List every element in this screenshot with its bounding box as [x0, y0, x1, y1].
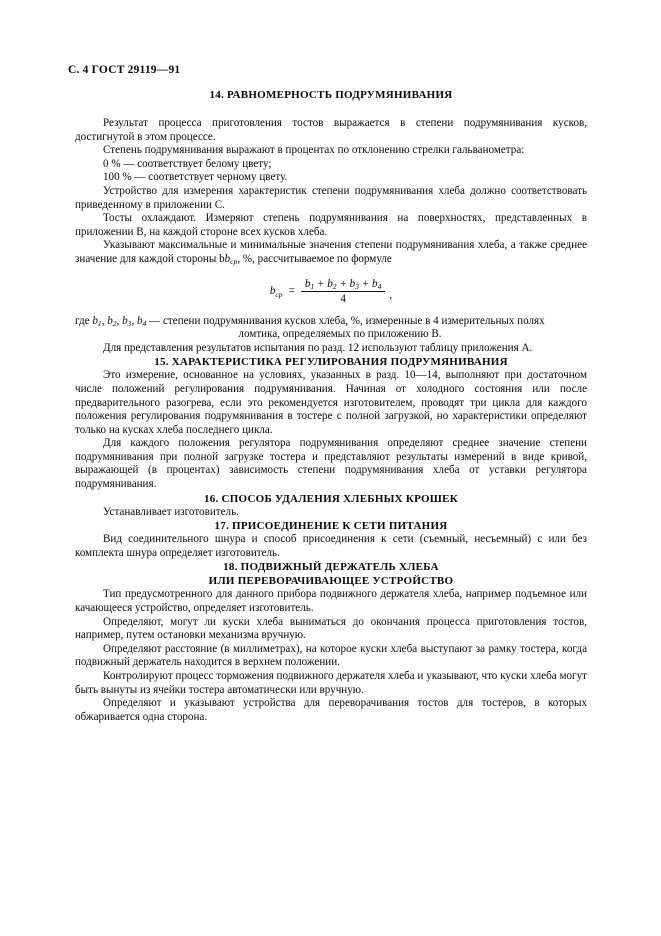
formula-numerator: $b_1 + b_2 + b_3 + b_4$ — [301, 278, 386, 292]
section-15-paragraph-2: Для каждого положения регулятора подрумянивания определяют среднее значение степени подрумянивания при полной загрузке тостера и представляют результаты измерений в виде кривой, выражающей (в процентах) зависимость степени подрумянивания хлеба от уставки регулятора подрумянивания. — [75, 437, 587, 491]
section-14-paragraph-8: Для представления результатов испытания по разд. 12 используют таблицу приложения А. — [103, 341, 533, 354]
formula-fraction — [301, 278, 386, 305]
section-title-16: 16. СПОСОБ УДАЛЕНИЯ ХЛЕБНЫХ КРОШЕК — [204, 492, 458, 505]
where-lead: где — [75, 314, 93, 327]
formula-term-b4-sub: 4 — [377, 282, 382, 292]
where-var-b1: $b_1$ — [92, 314, 102, 329]
section-14-paragraph-6: Тосты охлаждают. Измеряют степень подрумянивания на поверхностях, представленных в приложении В, на каждой стороне всех кусков хлеба. — [75, 212, 587, 238]
section-18-paragraph-3: Определяют расстояние (в миллиметрах), на которое куски хлеба выступают за рамку тостера, когда подвижный держатель находится в верхнем положении. — [75, 642, 587, 669]
where-var-b3: $b_3$ — [122, 314, 132, 329]
formula-bcp-average — [270, 278, 392, 305]
where-var-b4: $b_4$ — [137, 314, 147, 329]
where-var-b4-sub: 4 — [142, 319, 147, 329]
formula-term-b4: $b_4$ — [372, 277, 382, 292]
section-18-paragraph-2: Определяют, могут ли куски хлеба выниматься до окончания процесса приготовления тостов, например, путем остановки механизма вручную. — [75, 615, 587, 642]
formula-term-b1-sub: 1 — [310, 282, 315, 292]
inline-var-bcp-sub: ср — [230, 257, 238, 267]
where-var-b1-sub: 1 — [97, 319, 102, 329]
formula-equals-sign: = — [288, 285, 295, 298]
where-var-b2: $b_2$ — [107, 314, 117, 329]
section-title-18-line-2: ИЛИ ПЕРЕВОРАЧИВАЮЩЕЕ УСТРОЙСТВО — [208, 575, 454, 588]
formula-term-b3: $b_3$ — [349, 277, 359, 292]
formula-left-side — [270, 285, 283, 297]
section-14-paragraph-4: 100 % — соответствует черному цвету. — [103, 171, 288, 184]
section-title-15: 15. ХАРАКТЕРИСТИКА РЕГУЛИРОВАНИЯ ПОДРУМЯНИВАНИЯ — [154, 356, 508, 369]
inline-var-bcp: $b_{ср}$ — [224, 252, 238, 267]
page-header: С. 4 ГОСТ 29119—91 — [68, 64, 181, 76]
section-14-paragraph-3: 0 % — соответствует белому цвету; — [103, 157, 272, 170]
where-var-b2-sub: 2 — [112, 319, 117, 329]
where-definition-line-1: — степени подрумянивания кусков хлеба, %, измеренные в 4 измерительных полях — [146, 314, 545, 327]
section-title-14: 14. РАВНОМЕРНОСТЬ ПОДРУМЯНИВАНИЯ — [209, 89, 453, 101]
formula-term-b2: $b_2$ — [327, 277, 337, 292]
where-definition-line-2: ломтика, определяемых по приложению В. — [238, 328, 442, 341]
formula-denominator: 4 — [340, 292, 346, 305]
section-title-18-line-1: 18. ПОДВИЖНЫЙ ДЕРЖАТЕЛЬ ХЛЕБА — [223, 561, 439, 574]
formula-lhs-subscript: ср — [275, 289, 283, 299]
formula-lhs-symbol: b — [269, 285, 276, 298]
section-14-paragraph-7 — [75, 239, 587, 266]
formula-term-b1: $b_1$ — [304, 277, 315, 292]
section-14-paragraph-5: Устройство для измерения характеристик степени подрумянивания хлеба должно соответствовать приведенному в приложении С. — [75, 184, 587, 211]
formula-trailing-punctuation: , — [389, 289, 393, 302]
formula-term-b3-sub: 3 — [355, 282, 359, 292]
formula-block — [75, 278, 587, 305]
section-14-paragraph-7-tail: , %, рассчитываемое по формуле — [237, 252, 392, 265]
section-14-paragraph-2: Степень подрумянивания выражают в процентах по отклонению стрелки гальванометра: — [103, 144, 525, 157]
section-18-paragraph-5: Определяют и указывают устройства для переворачивания тостов для тостеров, в которых обжаривается одна сторона. — [75, 697, 587, 723]
formula-term-b2-sub: 2 — [332, 282, 337, 292]
section-15-paragraph-1: Это измерение, основанное на условиях, указанных в разд. 10—14, выполняют при достаточном числе положений регулирования подрумянивания. Начиная от холодного состояния или после предварительного разогрева, если это рекомендуется изготовителем, проводят три цикла для каждого положения регулирования подрумянивания в тостере с полной загрузкой, но характеристики определяют только на кусках хлеба последнего цикла. — [75, 369, 587, 436]
section-title-17: 17. ПРИСОЕДИНЕНИЕ К СЕТИ ПИТАНИЯ — [214, 520, 448, 533]
section-title-18 — [75, 560, 587, 588]
section-18-paragraph-1: Тип предусмотренного для данного прибора подвижного держателя хлеба, например подъемное или качающееся устройство, определяет изготовитель. — [75, 588, 587, 615]
where-var-b3-sub: 3 — [127, 319, 132, 329]
section-14-paragraph-7-text: Указывают максимальные и минимальные значения степени подрумянивания хлеба, а также среднее значение для каждой стороны b — [75, 239, 587, 265]
section-16-paragraph-1: Устанавливает изготовитель. — [103, 505, 239, 518]
section-18-paragraph-4: Контролируют процесс торможения подвижного держателя хлеба и указывают, что куски хлеба могут быть вынуты из ячейки тостера автоматически или вручную. — [75, 670, 587, 696]
section-17-paragraph-1: Вид соединительного шнура и способ присоединения к сети (съемный, несъемный) с или без комплекта шнура определяет изготовитель. — [75, 533, 587, 559]
formula-where-clause: где $b_1$, $b_2$, $b_3$, $b_4$ — степени подрумянивания кусков хлеба, %, измеренные в 4 измерительных полях — [75, 314, 545, 329]
section-14-paragraph-1: Результат процесса приготовления тостов выражается в степени подрумянивания кусков, достигнутой в этом процессе. — [75, 117, 587, 143]
document-content — [75, 88, 587, 724]
